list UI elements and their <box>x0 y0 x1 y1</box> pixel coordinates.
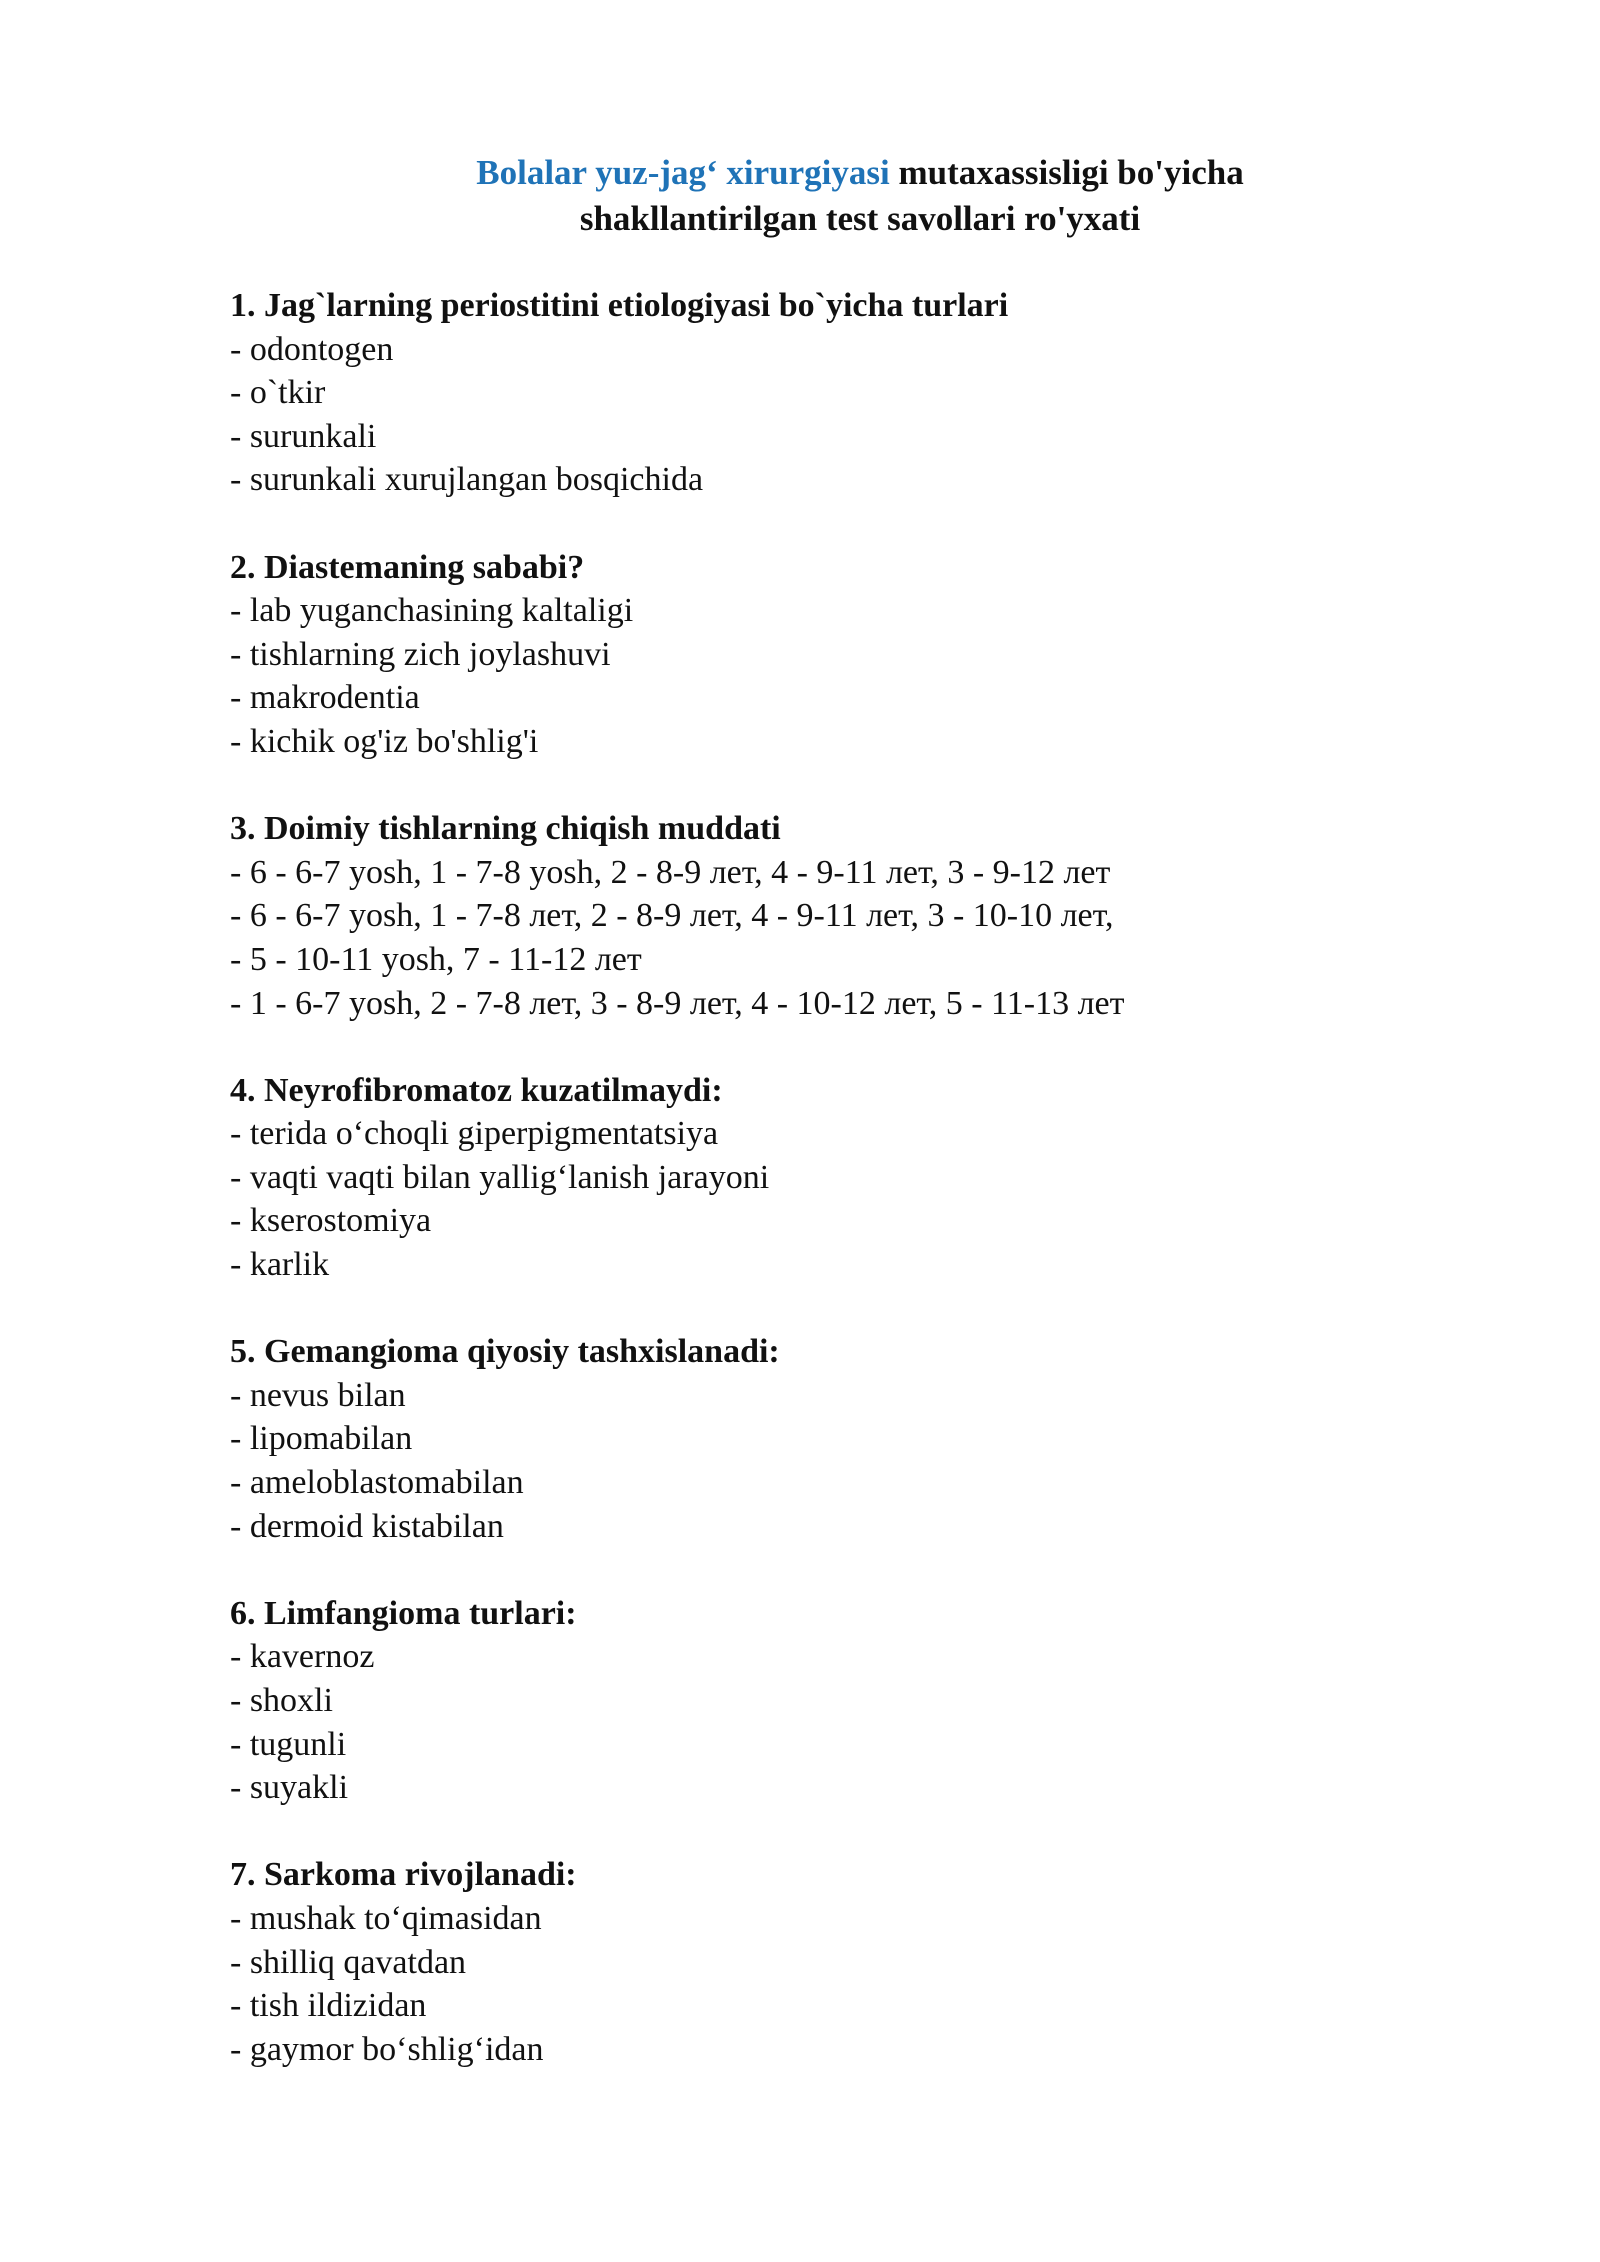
answer-options <box>230 851 1530 1025</box>
answer-options <box>230 328 1530 502</box>
answer-option: - gaymor bo‘shlig‘idan <box>230 2030 544 2068</box>
question-block <box>230 284 1530 502</box>
question-block <box>230 807 1530 1025</box>
question-title: 2. Diastemaning sababi? <box>230 548 585 586</box>
document-title <box>0 150 1600 242</box>
answer-option: - kserostomiya <box>230 1202 432 1240</box>
answer-option: - karlik <box>230 1246 330 1284</box>
answer-options <box>230 1112 1530 1286</box>
question-block <box>230 1592 1530 1810</box>
question-block <box>230 1069 1530 1287</box>
answer-options <box>230 1374 1530 1548</box>
question-block <box>230 1853 1530 2071</box>
answer-option: - shoxli <box>230 1682 333 1719</box>
answer-option: - terida o‘choqli giperpigmentatsiya <box>230 1115 719 1153</box>
answer-option: - surunkali xurujlangan bosqichida <box>230 461 704 499</box>
title-rest: mutaxassisligi bo'yicha <box>889 153 1244 192</box>
answer-option: - 6 - 6-7 yosh, 1 - 7-8 лет, 2 - 8-9 лет, 4 - 9-11 лет, 3 - 10-10 лет, <box>230 897 1114 935</box>
answer-option: - kichik og'iz bo'shlig'i <box>230 722 539 760</box>
answer-option: - 6 - 6-7 yosh, 1 - 7-8 yosh, 2 - 8-9 лет, 4 - 9-11 лет, 3 - 9-12 лет <box>230 853 1111 891</box>
answer-option: - lab yuganchasining kaltaligi <box>230 592 634 630</box>
question-title: 3. Doimiy tishlarning chiqish muddati <box>230 810 781 848</box>
question-title: 7. Sarkoma rivojlanadi: <box>230 1856 577 1894</box>
question-block <box>230 1330 1530 1548</box>
answer-option: - 1 - 6-7 yosh, 2 - 7-8 лет, 3 - 8-9 лет, 4 - 10-12 лет, 5 - 11-13 лет <box>230 984 1125 1022</box>
answer-option: - mushak to‘qimasidan <box>230 1899 542 1937</box>
answer-option: - nevus bilan <box>230 1376 406 1414</box>
answer-option: - vaqti vaqti bilan yallig‘lanish jarayoni <box>230 1158 770 1196</box>
answer-options <box>230 1897 1530 2071</box>
answer-option: - lipomabilan <box>230 1420 413 1458</box>
title-accent: Bolalar yuz-jag‘ xirurgiyasi <box>476 153 890 192</box>
answer-option: - tish ildizidan <box>230 1987 427 2025</box>
answer-options <box>230 1635 1530 1809</box>
answer-option: - dermoid kistabilan <box>230 1507 504 1545</box>
question-title: 1. Jag`larning periostitini etiologiyasi bo`yicha turlari <box>230 287 1009 324</box>
answer-option: - kavernoz <box>230 1638 375 1676</box>
answer-options <box>230 589 1530 763</box>
answer-option: - tugunli <box>230 1725 347 1763</box>
question-title: 4. Neyrofibromatoz kuzatilmaydi: <box>230 1071 723 1109</box>
answer-option: - shilliq qavatdan <box>230 1943 467 1981</box>
answer-option: - surunkali <box>230 417 377 455</box>
question-title: 6. Limfangioma turlari: <box>230 1594 577 1632</box>
answer-option: - odontogen <box>230 330 394 368</box>
answer-option: - o`tkir <box>230 374 326 412</box>
title-line-2: shakllantirilgan test savollari ro'yxati <box>579 199 1141 238</box>
answer-option: - 5 - 10-11 yosh, 7 - 11-12 лет <box>230 940 642 978</box>
question-list <box>230 284 1530 2115</box>
answer-option: - ameloblastomabilan <box>230 1464 524 1502</box>
question-block <box>230 546 1530 764</box>
answer-option: - makrodentia <box>230 679 420 717</box>
question-title: 5. Gemangioma qiyosiy tashxislanadi: <box>230 1333 780 1371</box>
answer-option: - tishlarning zich joylashuvi <box>230 635 611 673</box>
answer-option: - suyakli <box>230 1769 349 1807</box>
